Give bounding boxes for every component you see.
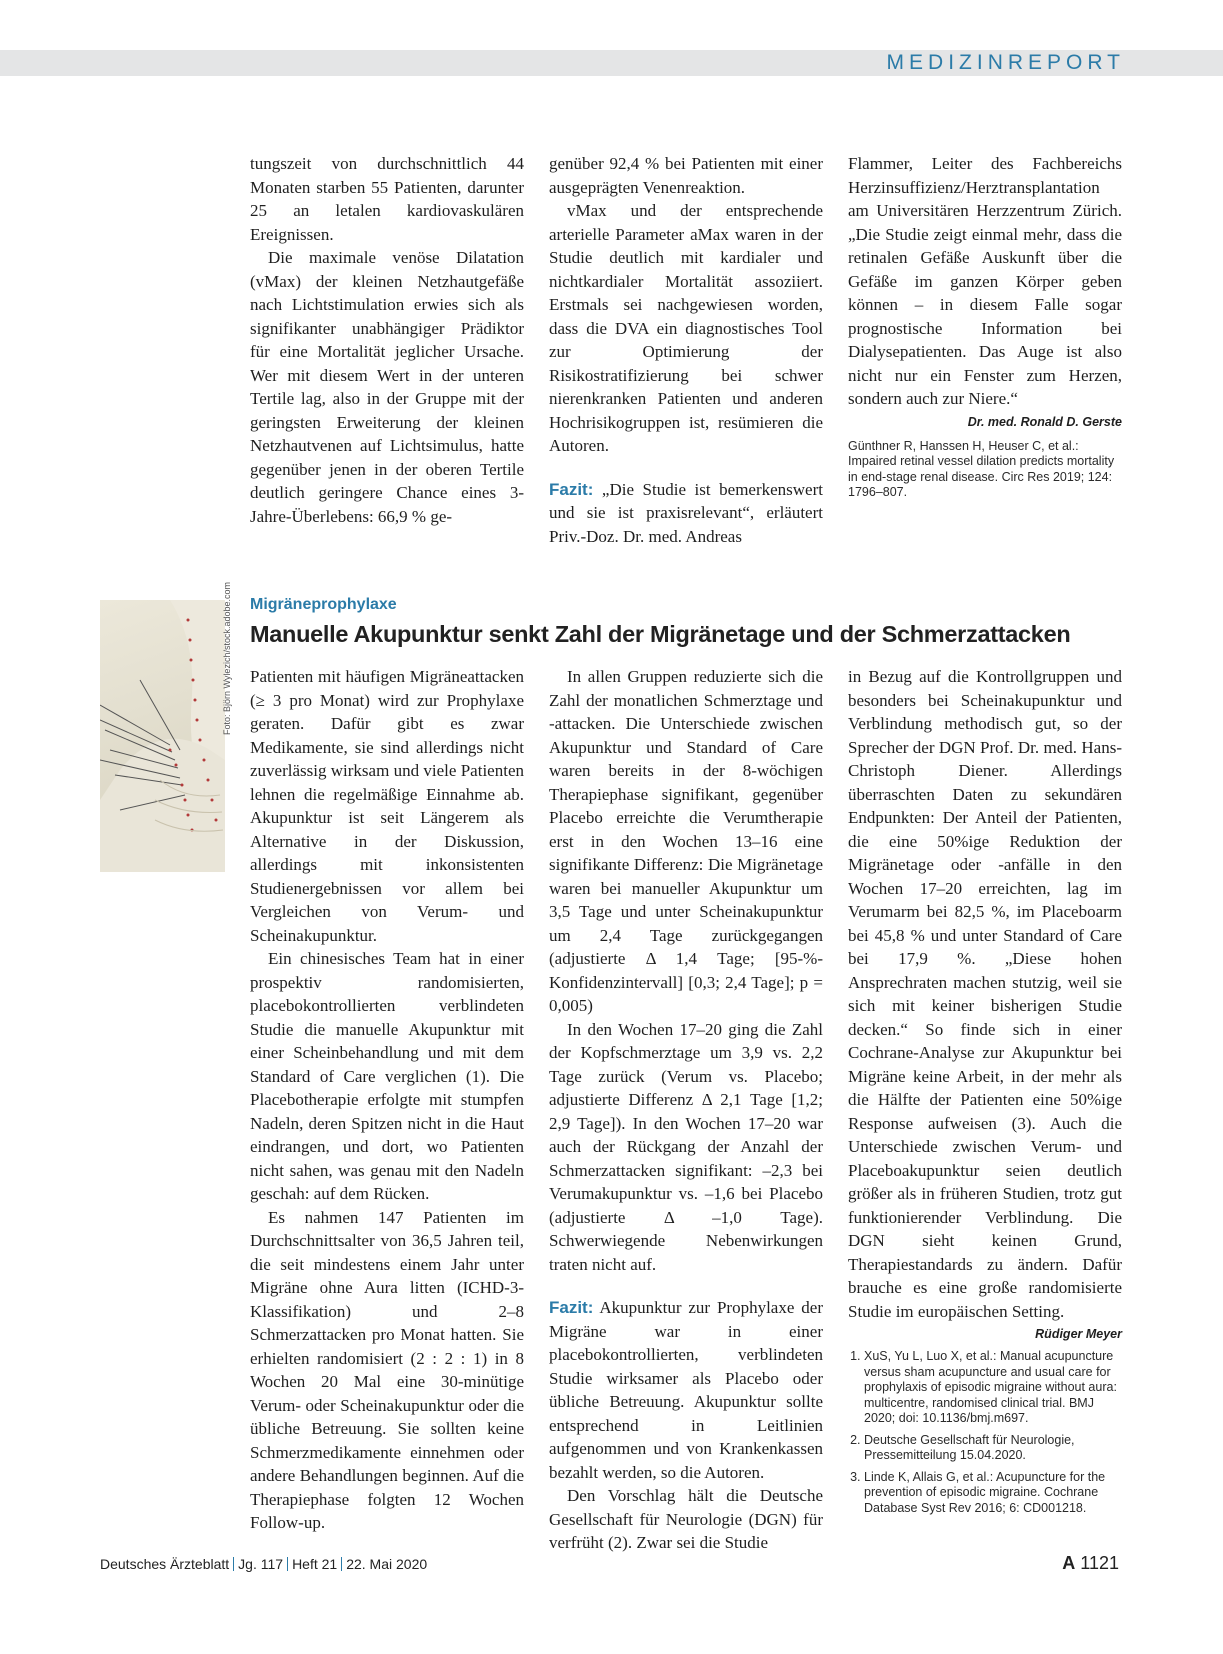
author-byline: Rüdiger Meyer	[1035, 1327, 1122, 1341]
journal-issue: Heft 21	[292, 1556, 338, 1572]
article2-column-1	[250, 665, 524, 1535]
reference-item: 2. Deutsche Gesellschaft für Neurologie, Pressemitteilung 15.04.2020.	[864, 1433, 1122, 1464]
footer-separator	[233, 1557, 234, 1571]
footer-separator	[287, 1557, 288, 1571]
article-headline: Manuelle Akupunktur senkt Zahl der Migränetage und der Schmerzattacken	[250, 621, 1071, 647]
article1-col3-paragraph	[848, 152, 1122, 429]
reference-list	[848, 1349, 1122, 1516]
reference-item: 1. XuS, Yu L, Luo X, et al.: Manual acupuncture versus sham acupuncture and usual care for prophylaxis of episodic migraine without aura: multicentre, randomised clinical trial. BMJ 2020; doi: 10.1136/bmj.m697.	[864, 1349, 1122, 1427]
author-byline: Dr. med. Ronald D. Gerste	[967, 414, 1122, 429]
article2-col1-paragraph: Patienten mit häufigen Migräneattacken (≥ 3 pro Monat) wird zur Prophylaxe geraten. Dafür gibt es zwar Medikamente, sie sind allerdings nicht zuverlässig wirksam und viele Patienten lehnen die regelmäßige Einnahme ab. Akupunktur ist seit Längerem als Alternative in der Diskussion, allerdings mit inkonsistenten Studienergebnissen vor allem bei Vergleichen von Verum- und Scheinakupunktur.	[250, 667, 524, 945]
fazit-text: Akupunktur zur Prophylaxe der Migräne war in einer placebokontrollierten, verblindeten Studie wirksamer als Placebo oder übliche Betreuung. Akupunktur sollte entsprechend in Leitlinien aufgenommen und von Krankenkassen bezahlt werden, so die Autoren.	[549, 1298, 823, 1482]
journal-volume: Jg. 117	[238, 1556, 284, 1572]
quote-text: Flammer, Leiter des Fachbereichs Herzinsuffizienz/Herztransplantation am Universitären Herzzentrum Zürich. „Die Studie zeigt einmal mehr, dass die retinalen Gefäße Auskunft über die Gefäße im ganzen Körper geben können – in diesem Falle sogar prognostische Information bei Dialysepatienten. Das Auge ist also nicht nur ein Fenster zum Herzen, sondern auch zur Niere.“	[848, 154, 1122, 408]
article2-col1-paragraph: Es nahmen 147 Patienten im Durchschnittsalter von 36,5 Jahren teil, die seit mindestens einem Jahr unter Migräne ohne Aura litten (ICHD-3-Klassifikation) und 2–8 Schmerzattacken pro Monat hatten. Sie erhielten randomisiert (2 : 2 : 1) in 8 Wochen 20 Mal eine 30-minütige Verum- oder Scheinakupunktur oder die übliche Betreuung. Sie sollten keine Schmerzmedikamente einnehmen oder andere Behandlungen beginnen. Auf die Therapiephase folgten 12 Wochen Follow-up.	[250, 1207, 524, 1532]
page-number-value: 1121	[1080, 1553, 1119, 1573]
article-kicker: Migräneprophylaxe	[250, 596, 397, 613]
article2-col2-paragraph: Den Vorschlag hält die Deutsche Gesellschaft für Neurologie (DGN) für verfrüht (2). Zwar sei die Studie	[549, 1486, 823, 1552]
journal-date: 22. Mai 2020	[346, 1556, 428, 1572]
article1-col2-paragraph: genüber 92,4 % bei Patienten mit einer ausgeprägten Venenreaktion.	[549, 154, 823, 197]
article2-col3-paragraph	[848, 665, 1122, 1341]
footer-citation	[100, 1556, 427, 1572]
page-prefix: A	[1062, 1553, 1076, 1573]
article2-col1-paragraph: Ein chinesisches Team hat in einer prospektiv randomisierten, placebokontrollierten verblindeten Studie die manuelle Akupunktur mit einer Scheinbehandlung und mit dem Standard of Care verglichen (1). Die Placebotherapie erfolgte mit stumpfen Nadeln, deren Spitzen nicht in die Haut eindrangen, und dort, wo Patienten nicht sahen, was genau mit den Nadeln geschah: auf dem Rücken.	[250, 949, 524, 1203]
article1-col1-paragraph: tungszeit von durchschnittlich 44 Monaten starben 55 Patienten, darunter 25 an letalen kardiovaskulären Ereignissen.	[250, 154, 524, 244]
fazit-label: Fazit:	[549, 479, 594, 499]
article1-column-2	[549, 152, 823, 548]
article1-col2-paragraph: vMax und der entsprechende arterielle Parameter aMax waren in der Studie deutlich mit kardialer und nichtkardialer Mortalität assoziiert. Erstmals sei nachgewiesen worden, dass die DVA ein diagnostisches Tool zur Optimierung der Risikostratifizierung bei schwer nierenkranken Patienten und anderen Hochrisikogruppen ist, resümieren die Autoren.	[549, 201, 823, 455]
fazit-text: „Die Studie ist bemerkenswert und sie ist praxisrelevant“, erläutert Priv.-Doz. Dr. med. Andreas	[549, 479, 823, 546]
article1-column-3	[848, 152, 1122, 501]
page-number	[1062, 1553, 1119, 1574]
fazit-label: Fazit:	[549, 1298, 594, 1317]
article2-col2-paragraph: In den Wochen 17–20 ging die Zahl der Kopfschmerztage um 3,9 vs. 2,2 Tage zurück (Verum vs. Placebo; adjustierte Differenz Δ 2,1 Tage [1,2; 2,9 Tage]). In den Wochen 17–20 war auch der Rückgang der Anzahl der Schmerzattacken signifikant: –2,3 bei Verumakupunktur vs. –1,6 bei Placebo (adjustierte Δ –1,0 Tage). Schwerwiegende Nebenwirkungen traten nicht auf.	[549, 1019, 823, 1274]
photo-credit: Foto: Björn Wylezich/stock.adobe.com	[222, 582, 232, 735]
footer-separator	[341, 1557, 342, 1571]
section-label: MEDIZINREPORT	[886, 51, 1125, 74]
article1-col1-paragraph: Die maximale venöse Dilatation (vMax) der kleinen Netzhautgefäße nach Lichtstimulation erwies sich als signifikanter unabhängiger Prädiktor für eine Mortalität jeglicher Ursache. Wer mit diesem Wert in der unteren Tertile lag, also in der Gruppe mit der geringsten Erweiterung der kleinen Netzhautvenen auf Lichtsimulus, hatte gegenüber jenen in der oberen Tertile deutlich geringere Chance eines 3-Jahre-Überlebens: 66,9 % ge-	[250, 248, 524, 526]
article2-col2-paragraph: In allen Gruppen reduzierte sich die Zahl der monatlichen Schmerztage und -attacken. Die Unterschiede zwischen Akupunktur und Standard of Care waren bereits in der 8-wöchigen Therapiephase signifikant, gegenüber Placebo erreichte die Verumtherapie erst in den Wochen 13–16 eine signifikante Differenz: Die Migränetage waren bei manueller Akupunktur um 3,5 Tage und unter Scheinakupunktur um 2,4 Tage zurückgegangen (adjustierte Δ 1,4 Tage; [95-%-Konfidenzintervall] [0,3; 2,4 Tage]; p = 0,005)	[549, 667, 823, 1015]
article2-col3-text: in Bezug auf die Kontrollgruppen und besonders bei Scheinakupunktur und Verblindung methodisch gut, so der Sprecher der DGN Prof. Dr. med. Hans-Christoph Diener. Allerdings überraschten Daten zu sekundären Endpunkten: Der Anteil der Patienten, die eine 50%ige Reduktion der Migränetage oder -anfälle in den Wochen 17–20 erreichten, lag im Verumarm bei 82,5 %, im Placeboarm bei 45,8 % und unter Standard of Care bei 17,9 %. „Diese hohen Ansprechraten machen stutzig, weil sie sich mit keiner bisherigen Studie decken.“ So finde sich in einer Cochrane-Analyse zur Akupunktur bei Migräne keine Arbeit, in der mehr als die Hälfte der Patienten eine 50%ige Response aufweisen (3). Auch die Unterschiede zwischen Verum- und Placeboakupunktur seien deutlich größer als in früheren Studien, trotz gut funktionierender Verblindung. Die DGN sieht keinen Grund, Therapiestandards zu ändern. Dafür brauche es eine große randomisierte Studie im europäischen Setting.	[848, 667, 1122, 1321]
article1-fazit	[549, 478, 823, 549]
article1-reference: Günthner R, Hanssen H, Heuser C, et al.: Impaired retinal vessel dilation predicts mortality in end-stage renal disease. Circ Res 2019; 124: 1796–807.	[848, 438, 1115, 499]
article2-column-2	[549, 665, 823, 1555]
journal-name: Deutsches Ärzteblatt	[100, 1556, 230, 1572]
acupuncture-photo	[100, 600, 225, 872]
article2-fazit	[549, 1296, 823, 1484]
reference-item: 3. Linde K, Allais G, et al.: Acupuncture for the prevention of episodic migraine. Cochrane Database Syst Rev 2016; 6: CD001218.	[864, 1470, 1122, 1517]
article2-column-3	[848, 665, 1122, 1522]
acupuncture-figure-illustration	[100, 600, 225, 872]
article1-column-1	[250, 152, 524, 528]
